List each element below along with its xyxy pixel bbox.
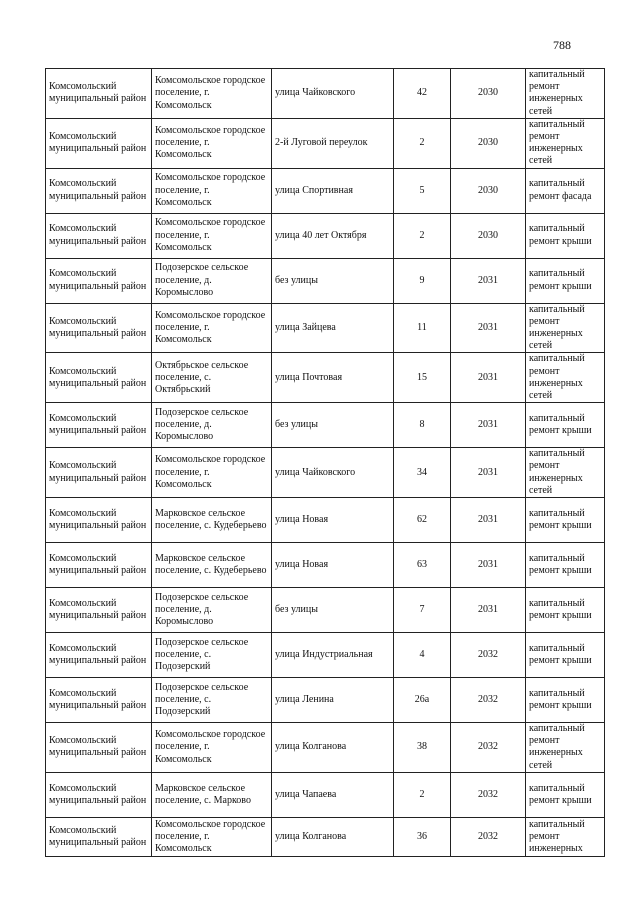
settlement-cell: Подозерское сельское поселение, д. Коромыслово <box>152 258 272 303</box>
work-type-cell: капитальный ремонт инженерных сетей <box>526 723 605 773</box>
settlement-cell: Комсомольское городское поселение, г. Комсомольск <box>152 69 272 119</box>
table-row <box>46 69 605 119</box>
street-cell: улица Чайковского <box>272 448 394 498</box>
street-cell: улица Ленина <box>272 678 394 723</box>
table-row <box>46 678 605 723</box>
district-cell: Комсомольский муниципальный район <box>46 588 152 633</box>
year-cell: 2032 <box>451 772 526 817</box>
district-cell: Комсомольский муниципальный район <box>46 817 152 856</box>
house-number-cell: 9 <box>394 258 451 303</box>
table-body <box>46 69 605 857</box>
house-number-cell: 38 <box>394 723 451 773</box>
district-cell: Комсомольский муниципальный район <box>46 403 152 448</box>
table-row <box>46 498 605 543</box>
settlement-cell: Комсомольское городское поселение, г. Комсомольск <box>152 723 272 773</box>
street-cell: улица Новая <box>272 543 394 588</box>
work-type-cell: капитальный ремонт крыши <box>526 258 605 303</box>
house-number-cell: 63 <box>394 543 451 588</box>
district-cell: Комсомольский муниципальный район <box>46 168 152 213</box>
street-cell: улица 40 лет Октября <box>272 213 394 258</box>
house-number-cell: 26а <box>394 678 451 723</box>
settlement-cell: Марковское сельское поселение, с. Кудеберьево <box>152 543 272 588</box>
table-row <box>46 258 605 303</box>
street-cell: без улицы <box>272 588 394 633</box>
year-cell: 2031 <box>451 498 526 543</box>
street-cell: улица Колганова <box>272 817 394 856</box>
house-number-cell: 34 <box>394 448 451 498</box>
house-number-cell: 7 <box>394 588 451 633</box>
street-cell: улица Новая <box>272 498 394 543</box>
work-type-cell: капитальный ремонт крыши <box>526 678 605 723</box>
work-type-cell: капитальный ремонт инженерных сетей <box>526 118 605 168</box>
street-cell: улица Почтовая <box>272 353 394 403</box>
work-type-cell: капитальный ремонт инженерных <box>526 817 605 856</box>
house-number-cell: 4 <box>394 633 451 678</box>
table-row <box>46 723 605 773</box>
settlement-cell: Комсомольское городское поселение, г. Комсомольск <box>152 303 272 353</box>
house-number-cell: 2 <box>394 213 451 258</box>
district-cell: Комсомольский муниципальный район <box>46 633 152 678</box>
house-number-cell: 42 <box>394 69 451 119</box>
year-cell: 2031 <box>451 448 526 498</box>
settlement-cell: Подозерское сельское поселение, с. Подозерский <box>152 678 272 723</box>
year-cell: 2031 <box>451 258 526 303</box>
house-number-cell: 11 <box>394 303 451 353</box>
table-row <box>46 588 605 633</box>
district-cell: Комсомольский муниципальный район <box>46 303 152 353</box>
work-type-cell: капитальный ремонт крыши <box>526 498 605 543</box>
work-type-cell: капитальный ремонт крыши <box>526 543 605 588</box>
district-cell: Комсомольский муниципальный район <box>46 772 152 817</box>
house-number-cell: 8 <box>394 403 451 448</box>
house-number-cell: 5 <box>394 168 451 213</box>
repair-schedule-table <box>45 68 605 857</box>
year-cell: 2030 <box>451 118 526 168</box>
street-cell: улица Колганова <box>272 723 394 773</box>
street-cell: улица Чапаева <box>272 772 394 817</box>
table-row <box>46 403 605 448</box>
work-type-cell: капитальный ремонт крыши <box>526 588 605 633</box>
table-row <box>46 633 605 678</box>
street-cell: 2-й Луговой переулок <box>272 118 394 168</box>
district-cell: Комсомольский муниципальный район <box>46 213 152 258</box>
table-row <box>46 817 605 856</box>
work-type-cell: капитальный ремонт инженерных сетей <box>526 353 605 403</box>
table-row <box>46 353 605 403</box>
year-cell: 2032 <box>451 633 526 678</box>
settlement-cell: Подозерское сельское поселение, с. Подозерский <box>152 633 272 678</box>
year-cell: 2032 <box>451 817 526 856</box>
work-type-cell: капитальный ремонт инженерных сетей <box>526 448 605 498</box>
district-cell: Комсомольский муниципальный район <box>46 258 152 303</box>
work-type-cell: капитальный ремонт инженерных сетей <box>526 69 605 119</box>
house-number-cell: 15 <box>394 353 451 403</box>
settlement-cell: Комсомольское городское поселение, г. Комсомольск <box>152 213 272 258</box>
table-row <box>46 118 605 168</box>
year-cell: 2032 <box>451 723 526 773</box>
year-cell: 2031 <box>451 543 526 588</box>
table-row <box>46 543 605 588</box>
settlement-cell: Марковское сельское поселение, с. Кудеберьево <box>152 498 272 543</box>
table-row <box>46 168 605 213</box>
street-cell: без улицы <box>272 403 394 448</box>
year-cell: 2031 <box>451 403 526 448</box>
district-cell: Комсомольский муниципальный район <box>46 543 152 588</box>
page-number: 788 <box>553 38 571 52</box>
district-cell: Комсомольский муниципальный район <box>46 353 152 403</box>
house-number-cell: 62 <box>394 498 451 543</box>
work-type-cell: капитальный ремонт крыши <box>526 403 605 448</box>
district-cell: Комсомольский муниципальный район <box>46 498 152 543</box>
settlement-cell: Комсомольское городское поселение, г. Комсомольск <box>152 168 272 213</box>
district-cell: Комсомольский муниципальный район <box>46 448 152 498</box>
street-cell: улица Индустриальная <box>272 633 394 678</box>
settlement-cell: Подозерское сельское поселение, д. Коромыслово <box>152 403 272 448</box>
table-row <box>46 772 605 817</box>
work-type-cell: капитальный ремонт инженерных сетей <box>526 303 605 353</box>
year-cell: 2030 <box>451 168 526 213</box>
work-type-cell: капитальный ремонт фасада <box>526 168 605 213</box>
work-type-cell: капитальный ремонт крыши <box>526 633 605 678</box>
street-cell: без улицы <box>272 258 394 303</box>
settlement-cell: Марковское сельское поселение, с. Марково <box>152 772 272 817</box>
table-row <box>46 303 605 353</box>
settlement-cell: Комсомольское городское поселение, г. Комсомольск <box>152 118 272 168</box>
street-cell: улица Зайцева <box>272 303 394 353</box>
work-type-cell: капитальный ремонт крыши <box>526 772 605 817</box>
year-cell: 2030 <box>451 69 526 119</box>
house-number-cell: 36 <box>394 817 451 856</box>
house-number-cell: 2 <box>394 772 451 817</box>
settlement-cell: Комсомольское городское поселение, г. Комсомольск <box>152 448 272 498</box>
district-cell: Комсомольский муниципальный район <box>46 69 152 119</box>
year-cell: 2030 <box>451 213 526 258</box>
year-cell: 2031 <box>451 303 526 353</box>
settlement-cell: Комсомольское городское поселение, г. Комсомольск <box>152 817 272 856</box>
settlement-cell: Подозерское сельское поселение, д. Коромыслово <box>152 588 272 633</box>
table-row <box>46 448 605 498</box>
house-number-cell: 2 <box>394 118 451 168</box>
street-cell: улица Чайковского <box>272 69 394 119</box>
district-cell: Комсомольский муниципальный район <box>46 678 152 723</box>
year-cell: 2031 <box>451 353 526 403</box>
table-row <box>46 213 605 258</box>
district-cell: Комсомольский муниципальный район <box>46 118 152 168</box>
street-cell: улица Спортивная <box>272 168 394 213</box>
settlement-cell: Октябрьское сельское поселение, с. Октябрьский <box>152 353 272 403</box>
year-cell: 2032 <box>451 678 526 723</box>
work-type-cell: капитальный ремонт крыши <box>526 213 605 258</box>
year-cell: 2031 <box>451 588 526 633</box>
district-cell: Комсомольский муниципальный район <box>46 723 152 773</box>
